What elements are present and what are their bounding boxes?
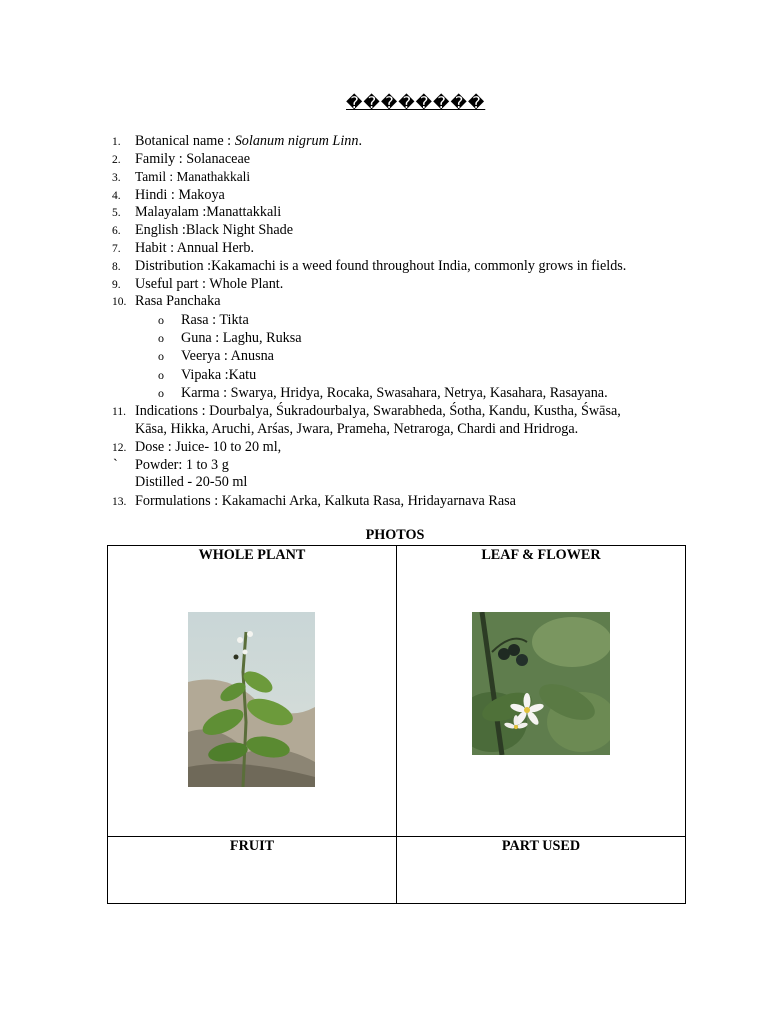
item-number: 11. — [112, 406, 126, 418]
item-number: 13. — [112, 496, 127, 508]
item-number: 12. — [112, 442, 127, 454]
item-text: Distilled - 20-50 ml — [135, 474, 248, 490]
item-number: 3. — [112, 172, 121, 184]
item-text: Formulations : Kakamachi Arka, Kalkuta Rasa, Hridayarnava Rasa — [135, 493, 516, 509]
sub-item-text: Rasa : Tikta — [181, 312, 249, 328]
bullet-marker: o — [158, 313, 164, 327]
part-used-label: PART USED — [501, 838, 581, 854]
whole-plant-cell — [108, 546, 397, 837]
item-text: Indications : Dourbalya, Śukradourbalya, Swarabheda, Śotha, Kandu, Kustha, Śwāsa, — [135, 403, 621, 419]
item-text-tail: . — [358, 133, 362, 149]
item-number: 1. — [112, 136, 121, 148]
item-number: 10. — [112, 296, 127, 308]
stray-mark: ` — [113, 457, 118, 473]
item-text: Malayalam :Manattakkali — [135, 204, 282, 220]
sub-item-text: Vipaka :Katu — [181, 367, 257, 383]
item-text: Powder: 1 to 3 g — [135, 457, 229, 473]
botanical-name: Solanum nigrum Linn — [234, 133, 359, 149]
sub-item-text: Veerya : Anusna — [181, 348, 274, 364]
leaf-flower-label: LEAF & FLOWER — [481, 547, 601, 563]
item-text: Tamil : Manathakkali — [135, 169, 251, 184]
item-text: Dose : Juice- 10 to 20 ml, — [135, 439, 282, 455]
bullet-marker: o — [158, 349, 164, 363]
item-text: English :Black Night Shade — [135, 222, 294, 238]
sub-item-text: Guna : Laghu, Ruksa — [181, 330, 302, 346]
bullet-marker: o — [158, 331, 164, 345]
item-text: Kāsa, Hikka, Aruchi, Arśas, Jwara, Prameha, Netraroga, Chardi and Hridroga. — [135, 421, 579, 437]
item-text: Distribution :Kakamachi is a weed found throughout India, commonly grows in fields. — [135, 258, 627, 274]
item-number: 2. — [112, 154, 121, 166]
item-number: 7. — [112, 243, 121, 255]
leaf-flower-cell — [396, 546, 685, 837]
bullet-marker: o — [158, 386, 164, 400]
item-number: 9. — [112, 279, 121, 291]
whole-plant-photo — [188, 612, 315, 787]
item-text: Botanical name : — [135, 133, 235, 149]
leaf-flower-photo — [472, 612, 610, 755]
item-text: Family : Solanaceae — [135, 151, 251, 167]
sub-item-text: Karma : Swarya, Hridya, Rocaka, Swasahara, Netrya, Kasahara, Rasayana. — [181, 385, 608, 401]
item-text: Habit : Annual Herb. — [135, 240, 254, 256]
whole-plant-label: WHOLE PLANT — [198, 547, 306, 563]
photos-heading: PHOTOS — [365, 527, 425, 543]
part-used-cell — [396, 837, 685, 904]
item-text: Useful part : Whole Plant. — [135, 276, 284, 292]
item-number: 5. — [112, 207, 121, 219]
item-text: Rasa Panchaka — [135, 293, 221, 309]
item-text: Hindi : Makoya — [135, 187, 225, 203]
item-number: 8. — [112, 261, 121, 273]
item-number: 6. — [112, 225, 121, 237]
item-number: 4. — [112, 190, 121, 202]
bullet-marker: o — [158, 368, 164, 382]
fruit-cell — [108, 837, 397, 904]
photos-table — [107, 545, 686, 904]
fruit-label: FRUIT — [229, 838, 275, 854]
document-title: �������� — [346, 93, 486, 112]
